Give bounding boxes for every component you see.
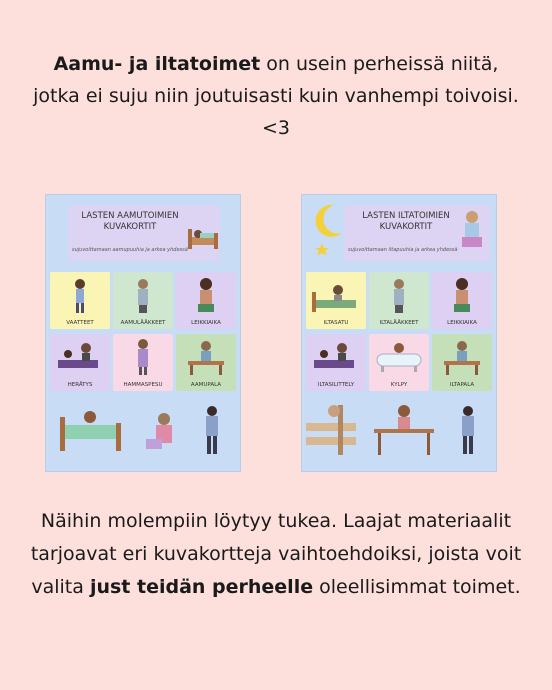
outro-part2: oleellisimmat toimet. [313,576,521,598]
tile-label: HAMMASPESU [123,382,163,388]
morning-title: LASTEN AAMUTOIMIEN KUVAKORTIT [81,211,179,232]
morning-header [68,205,220,261]
tile-label: VAATTEET [66,320,94,326]
tile-label: AAMUPALA [190,382,222,388]
bed-illustration [186,225,220,251]
tile-label: ILTALÄÄKKEET [379,320,419,326]
bathtub-illustration [369,334,429,380]
child-medicine-illustration [369,272,429,318]
child-brushing-illustration [113,334,173,380]
tile-vaatteet [50,272,110,329]
tile-aamulaakkeet [113,272,173,329]
child-medicine-illustration [113,272,173,318]
tile-label: ILTASATU [323,320,349,326]
evening-subtitle: sujuvoittamaan iltapuuhia ja arkea yhdessä [348,247,458,253]
child-dressing-illustration [50,272,110,318]
intro-bold: Aamu- ja iltatoimet [53,53,261,75]
evening-card-sheet [301,194,497,472]
tile-label: HERÄTYS [67,382,93,388]
tile-iltapala [432,334,492,391]
tile-label: ILTASILITTELY [317,382,355,388]
tile-leikkiaika [176,272,236,329]
tile-label: LEIKKIAIKA [447,320,477,326]
intro-rest: on usein perheissä niitä, jotka ei suju niin joutuisasti kuin vanhempi toivoisi. <3 [33,53,519,139]
tile-iltasatu [306,272,366,329]
tile-iltalaakkeet [369,272,429,329]
morning-bottom-illustrations [46,395,242,471]
evening-header [344,205,490,261]
morning-subtitle: sujuvoittamaan aamupuuhia ja arkea yhdessä [72,247,188,253]
tile-label: LEIKKIAIKA [191,320,221,326]
morning-card-sheet [45,194,241,472]
evening-title: LASTEN ILTATOIMIEN KUVAKORTIT [362,211,450,232]
tile-label: ILTAPALA [449,382,475,388]
bedtime-story-illustration [306,272,366,318]
wake-up-illustration [50,334,110,380]
outro-part1: Näihin molempiin löytyy tukea. Laajat materiaalit tarjoavat eri kuvakortteja vaihtoehdoiksi, joista voit valita [30,510,522,598]
tile-hammaspesu [113,334,173,391]
tile-label: KYLPY [390,382,408,388]
cuddle-illustration [306,334,366,380]
child-breakfast-illustration [176,334,236,380]
child-playing-illustration [432,272,492,318]
tile-kylpy [369,334,429,391]
child-sitting-illustration [456,207,488,253]
evening-bottom-illustrations [302,395,498,471]
tile-label: AAMULÄÄKKEET [120,320,166,326]
outro-text [30,505,522,604]
tile-iltasilittely [306,334,366,391]
child-snack-illustration [432,334,492,380]
tile-aamupala [176,334,236,391]
tile-heratys [50,334,110,391]
tile-leikkiaika-evening [432,272,492,329]
child-playing-illustration [176,272,236,318]
outro-bold: just teidän perheelle [89,576,314,598]
intro-text [30,48,522,144]
moon-icon [312,203,346,255]
